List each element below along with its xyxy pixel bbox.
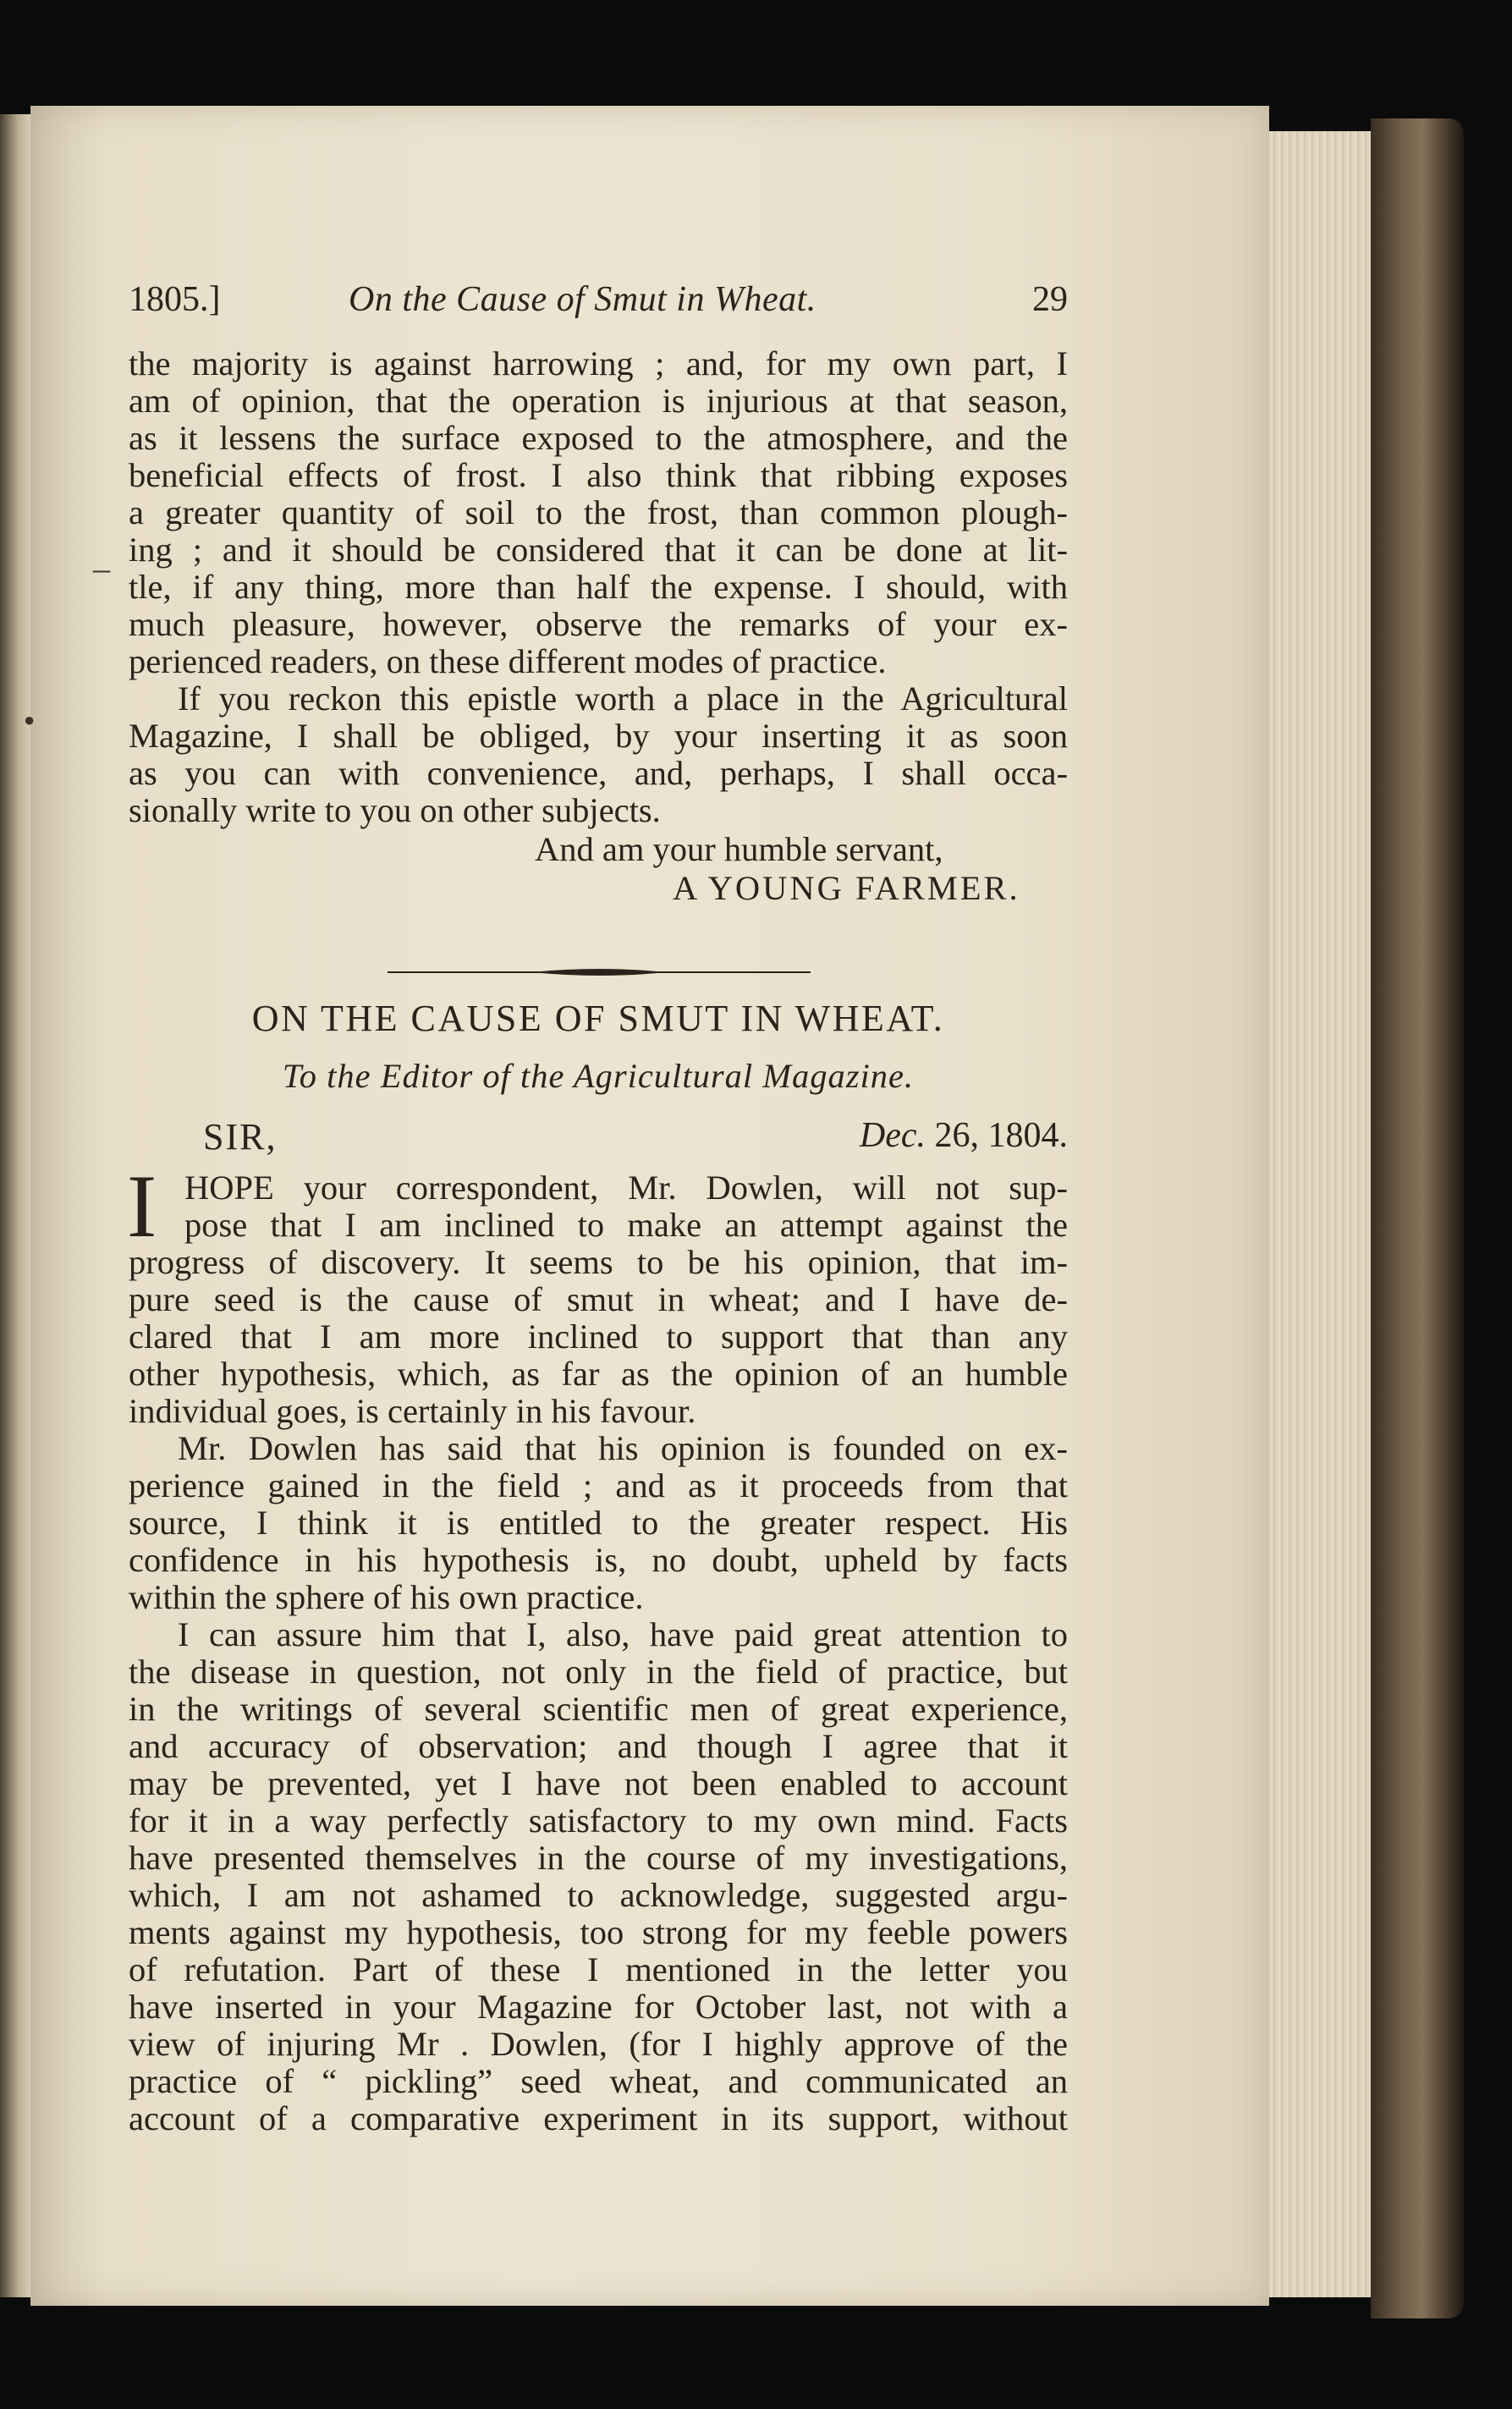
text-line: source, I think it is entitled to the greater respect. His bbox=[129, 1504, 1068, 1542]
margin-dot-mark: ● bbox=[24, 709, 36, 730]
article-dedication: To the Editor of the Agricultural Magazine. bbox=[282, 1057, 915, 1095]
text-line: as you can with convenience, and, perhaps, I shall occa- bbox=[129, 754, 1068, 792]
text-line: account of a comparative experiment in its support, without bbox=[129, 2099, 1068, 2137]
text-line: ing ; and it should be considered that it can be done at lit- bbox=[129, 531, 1068, 569]
text-line: tle, if any thing, more than half the expense. I should, with bbox=[129, 568, 1068, 606]
text-line: for it in a way perfectly satisfactory to my own mind. Facts bbox=[129, 1801, 1068, 1840]
text-line: a greater quantity of soil to the frost, than common plough- bbox=[129, 493, 1068, 531]
text-line: the majority is against harrowing ; and, for my own part, I bbox=[129, 344, 1068, 382]
text-line: as it lessens the surface exposed to the atmosphere, and the bbox=[129, 419, 1068, 457]
date-day-year: 26, 1804. bbox=[934, 1116, 1068, 1155]
text-line: I can assure him that I, also, have paid great attention to bbox=[178, 1615, 1068, 1653]
text-line: and accuracy of observation; and though I agree that it bbox=[129, 1727, 1068, 1765]
article-title: ON THE CAUSE OF SMUT IN WHEAT. bbox=[251, 998, 945, 1039]
salutation: SIR, bbox=[203, 1116, 278, 1158]
text-line: have presented themselves in the course of my investigations, bbox=[129, 1839, 1068, 1877]
text-line: confidence in his hypothesis is, no doubt, upheld by facts bbox=[129, 1541, 1068, 1579]
text-line: individual goes, is certainly in his favour. bbox=[129, 1392, 696, 1430]
text-line: ments against my hypothesis, too strong for my feeble powers bbox=[129, 1913, 1068, 1951]
text-line: Magazine, I shall be obliged, by your inserting it as soon bbox=[129, 717, 1068, 755]
text-line: in the writings of several scientific men of great experience, bbox=[129, 1690, 1068, 1728]
book-binding bbox=[1371, 118, 1464, 2318]
text-line: pose that I am inclined to make an attempt against the bbox=[184, 1206, 1068, 1244]
text-line: practice of “ pickling” seed wheat, and communicated an bbox=[129, 2062, 1068, 2100]
letter-signature: A YOUNG FARMER. bbox=[673, 869, 1020, 907]
running-header bbox=[129, 279, 1068, 330]
text-line: Mr. Dowlen has said that his opinion is founded on ex- bbox=[178, 1429, 1068, 1467]
text-line: perience gained in the field ; and as it proceeds from that bbox=[129, 1466, 1068, 1504]
text-line: may be prevented, yet I have not been enabled to account bbox=[129, 1764, 1068, 1802]
header-year: 1805.] bbox=[129, 280, 221, 319]
page-number: 29 bbox=[1032, 280, 1068, 319]
text-line: HOPE your correspondent, Mr. Dowlen, will not sup- bbox=[184, 1169, 1068, 1207]
text-line: sionally write to you on other subjects. bbox=[129, 791, 661, 829]
text-line: within the sphere of his own practice. bbox=[129, 1578, 644, 1616]
drop-cap: I bbox=[127, 1157, 157, 1256]
text-line: have inserted in your Magazine for October last, not with a bbox=[129, 1988, 1068, 2026]
text-line: other hypothesis, which, as far as the opinion of an humble bbox=[129, 1355, 1068, 1393]
text-line: progress of discovery. It seems to be his opinion, that im- bbox=[129, 1243, 1068, 1281]
text-line: If you reckon this epistle worth a place in the Agricultural bbox=[178, 679, 1068, 718]
margin-dash-mark: – bbox=[93, 549, 110, 587]
page-block-edge bbox=[1269, 131, 1371, 2297]
running-title: On the Cause of Smut in Wheat. bbox=[349, 280, 816, 319]
text-line: pure seed is the cause of smut in wheat; and I have de- bbox=[129, 1280, 1068, 1318]
ornamental-rule bbox=[388, 965, 811, 980]
text-line: beneficial effects of frost. I also think that ribbing exposes bbox=[129, 456, 1068, 494]
text-line: view of injuring Mr . Dowlen, (for I highly approve of the bbox=[129, 2025, 1068, 2063]
text-line: perienced readers, on these different modes of practice. bbox=[129, 642, 887, 680]
text-line: the disease in question, not only in the field of practice, but bbox=[129, 1653, 1068, 1691]
letter-closing: And am your humble servant, bbox=[535, 830, 943, 868]
text-line: much pleasure, however, observe the remarks of your ex- bbox=[129, 605, 1068, 643]
left-page-edge bbox=[0, 114, 30, 2297]
text-line: of refutation. Part of these I mentioned in the letter you bbox=[129, 1950, 1068, 1988]
letter-date bbox=[860, 1115, 1068, 1156]
text-line: clared that I am more inclined to support that than any bbox=[129, 1317, 1068, 1356]
text-line: am of opinion, that the operation is injurious at that season, bbox=[129, 382, 1068, 420]
text-line: which, I am not ashamed to acknowledge, suggested argu- bbox=[129, 1876, 1068, 1914]
date-month: Dec. bbox=[859, 1116, 926, 1155]
